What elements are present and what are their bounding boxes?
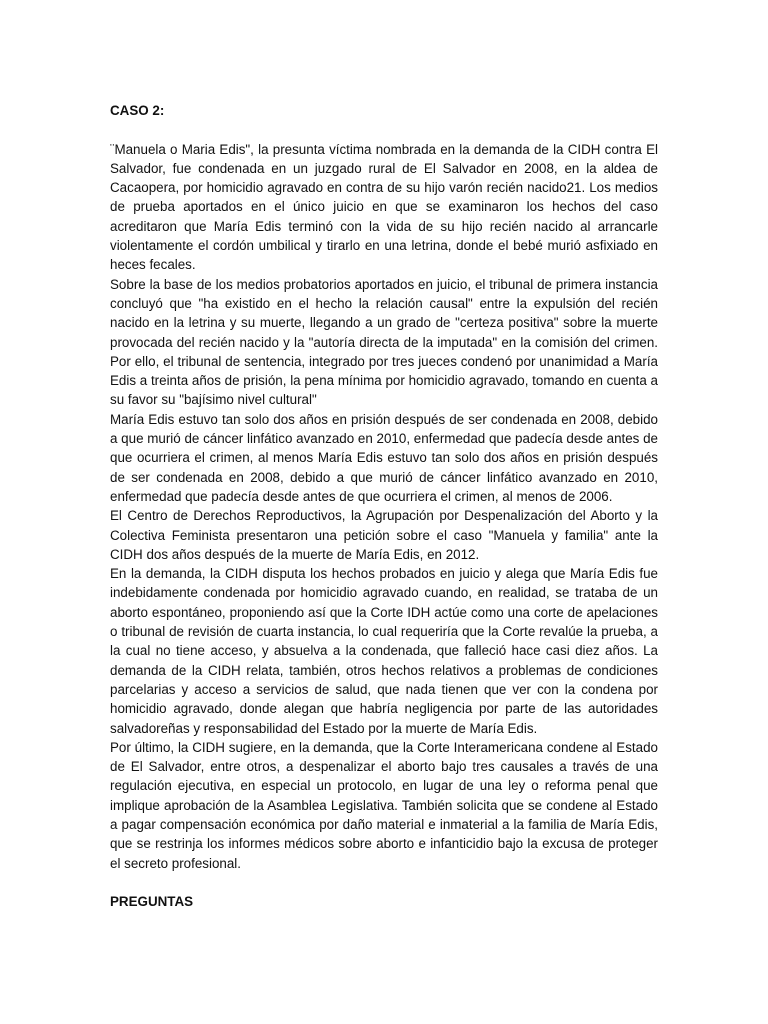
paragraph-trial-ruling: Sobre la base de los medios probatorios aportados en juicio, el tribunal de primera instancia concluyó que "ha existido en el hecho la relación causal" entre la expulsión del recién nacido en la letrina y su muerte, llegando a un grado de "certeza positiva" sobre la muerte provocada del recién nacido y la "autoría directa de la imputada" en la comisión del crimen. Por ello, el tribunal de sentencia, integrado por tres jueces condenó por unanimidad a María Edis a treinta años de prisión, la pena mínima por homicidio agravado, tomando en cuenta a su favor su "bajísimo nivel cultural": [110, 276, 658, 408]
paragraph-petition: El Centro de Derechos Reproductivos, la Agrupación por Despenalización del Aborto y la Colectiva Feminista presentaron una petición sobre el caso "Manuela y familia" ante la CIDH dos años después de la muerte de María Edis, en 2012.: [110, 508, 658, 562]
case-heading: CASO 2:: [110, 103, 165, 118]
questions-heading: PREGUNTAS: [110, 894, 194, 910]
paragraph-case-facts: ¨Manuela o Maria Edis", la presunta víctima nombrada en la demanda de la CIDH contra El Salvador, fue condenada en un juzgado rural de El Salvador en 2008, en la aldea de Cacaopera, por homicidio agravado en contra de su hijo varón recién nacido21. Los medios de prueba aportados en el único juicio en que se examinaron los hechos del caso acreditaron que María Edis terminó con la vida de su hijo recién nacido al arrancarle violentamente el cordón umbilical y tirarlo en una letrina, donde el bebé murió asfixiado en heces fecales.: [110, 141, 658, 273]
paragraph-cidh-demand: En la demanda, la CIDH disputa los hechos probados en juicio y alega que María Edis fue indebidamente condenada por homicidio agravado cuando, en realidad, se trataba de un aborto espontáneo, proponiendo así que la Corte IDH actúe como una corte de apelaciones o tribunal de revisión de cuarta instancia, lo cual requeriría que la Corte revalúe la prueba, a la cual no tiene acceso, y absuelva a la condenada, que falleció hace casi diez años. La demanda de la CIDH relata, también, otros hechos relativos a problemas de condiciones parcelarias y acceso a servicios de salud, que nada tienen que ver con la condena por homicidio agravado, donde alegan que habría negligencia por parte de las autoridades salvadoreñas y responsabilidad del Estado por la muerte de María Edis.: [110, 566, 658, 736]
paragraph-prison-death: María Edis estuvo tan solo dos años en prisión después de ser condenada en 2008, debido a que murió de cáncer linfático avanzado en 2010, enfermedad que padecía desde antes de que ocurriera el crimen, al menos María Edis estuvo tan solo dos años en prisión después de ser condenada en 2008, debido a que murió de cáncer linfático avanzado en 2010, enfermedad que padecía desde antes de que ocurriera el crimen, al menos de 2006.: [110, 411, 658, 504]
paragraph-cidh-suggestions: Por último, la CIDH sugiere, en la demanda, que la Corte Interamericana condene al Estado de El Salvador, entre otros, a despenalizar el aborto bajo tres causales a través de una regulación ejecutiva, en especial un protocolo, en lugar de una ley o reforma penal que implique aprobación de la Asamblea Legislativa. También solicita que se condene al Estado a pagar compensación económica por daño material e inmaterial a la familia de María Edis, que se restrinja los informes médicos sobre aborto e infanticidio bajo la excusa de proteger el secreto profesional.: [110, 739, 658, 871]
document-page: [110, 101, 658, 911]
